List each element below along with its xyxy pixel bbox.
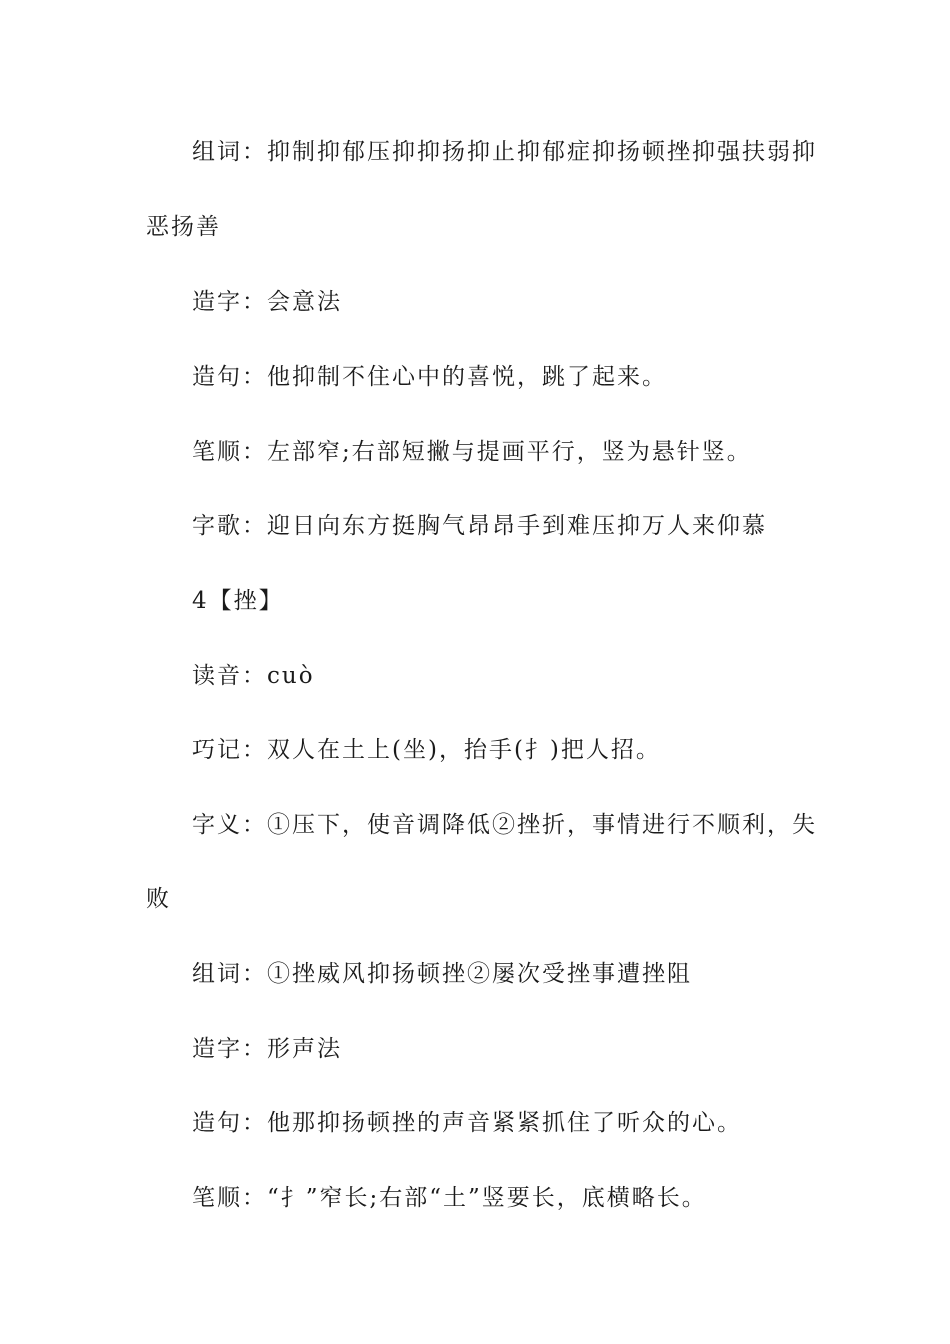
section-heading: 4【挫】 — [192, 588, 284, 614]
paragraph-line: 字歌：迎日向东方挺胸气昂昂手到难压抑万人来仰慕 — [192, 513, 767, 539]
paragraph-line: 恶扬善 — [146, 214, 221, 240]
paragraph-line: 组词：抑制抑郁压抑抑扬抑止抑郁症抑扬顿挫抑强扶弱抑 — [192, 139, 817, 165]
paragraph-line: 组词：①挫威风抑扬顿挫②屡次受挫事遭挫阻 — [192, 961, 692, 987]
paragraph-line: 造字：会意法 — [192, 289, 342, 315]
paragraph-line: 巧记：双人在土上(坐)，抬手(扌)把人招。 — [192, 737, 661, 763]
paragraph-line: 造字：形声法 — [192, 1036, 342, 1062]
paragraph-line: 造句：他抑制不住心中的喜悦，跳了起来。 — [192, 364, 667, 390]
paragraph-line: 读音：cuò — [192, 663, 315, 689]
paragraph-line: 败 — [146, 886, 171, 912]
paragraph-line: 笔顺：左部窄;右部短撇与提画平行，竖为悬针竖。 — [192, 439, 752, 465]
paragraph-line: 字义：①压下，使音调降低②挫折，事情进行不顺利，失 — [192, 812, 817, 838]
paragraph-line: 笔顺：“扌”窄长;右部“土”竖要长，底横略长。 — [192, 1185, 707, 1211]
paragraph-line: 造句：他那抑扬顿挫的声音紧紧抓住了听众的心。 — [192, 1110, 742, 1136]
